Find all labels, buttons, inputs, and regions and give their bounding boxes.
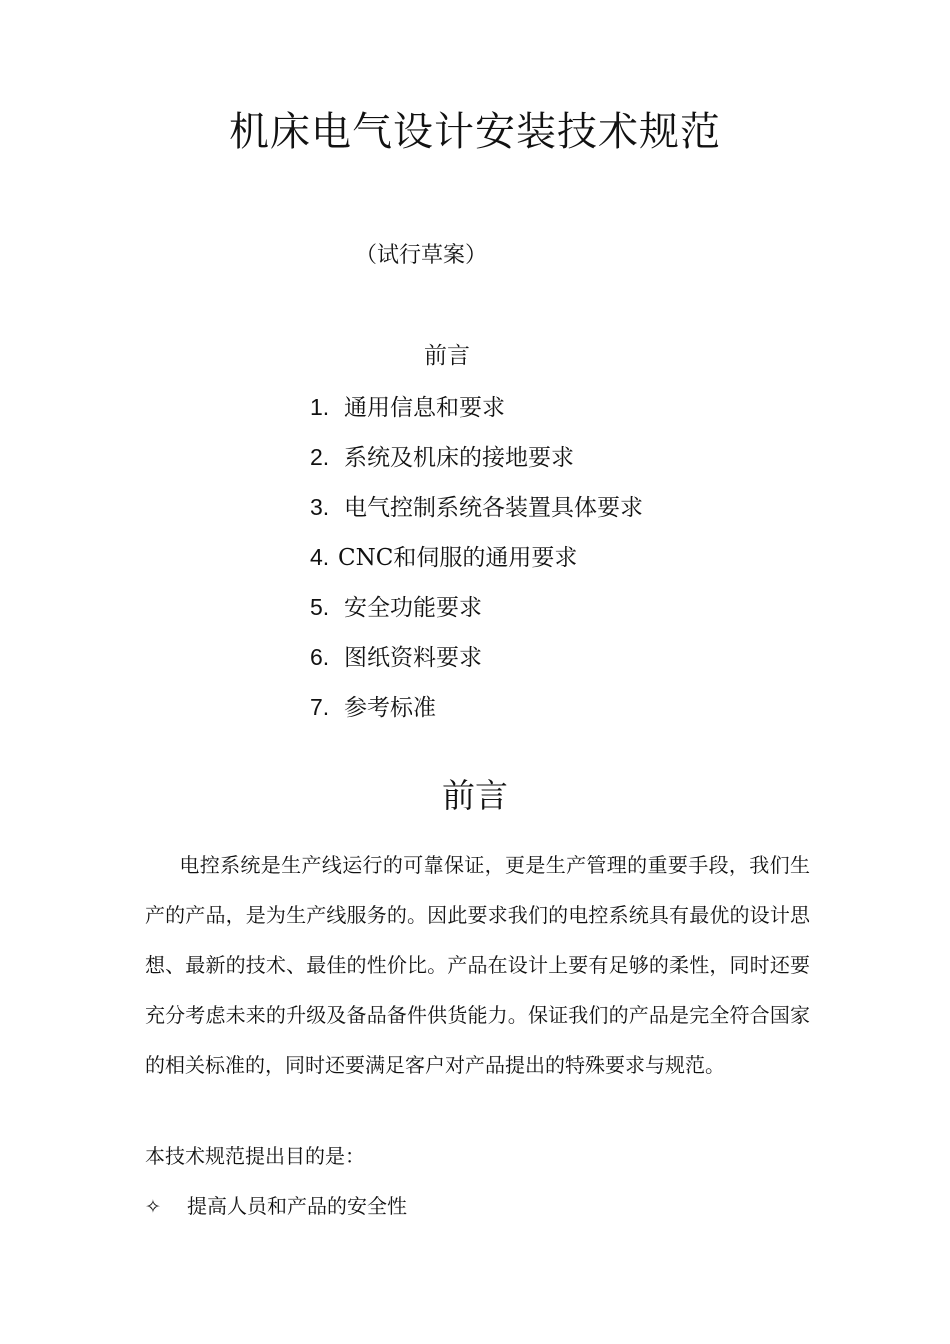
- document-title: 机床电气设计安装技术规范: [229, 109, 721, 155]
- toc-item[interactable]: [310, 440, 643, 490]
- purpose-bullet: [145, 1190, 407, 1223]
- toc-item[interactable]: [310, 640, 643, 690]
- document-subtitle: （试行草案）: [355, 243, 488, 268]
- purpose-intro: 本技术规范提出目的是：: [145, 1144, 365, 1168]
- toc-item-label: 安全功能要求: [344, 595, 482, 621]
- diamond-bullet-icon: ✧: [145, 1196, 161, 1218]
- toc-item[interactable]: [310, 590, 643, 640]
- toc-item-label: 通用信息和要求: [344, 395, 505, 421]
- toc-item-number: 4.: [310, 544, 330, 570]
- toc-item[interactable]: [310, 390, 643, 440]
- toc-item-number: 7.: [310, 694, 330, 720]
- toc-item-number: 2.: [310, 444, 330, 470]
- preface-heading: 前言: [442, 776, 508, 815]
- toc-item[interactable]: [310, 490, 643, 540]
- toc-item-number: 1.: [310, 394, 330, 420]
- toc-item[interactable]: [310, 690, 643, 740]
- toc-item-number: 5.: [310, 594, 330, 620]
- toc-item-label: 参考标准: [344, 695, 436, 721]
- toc-item-label: CNC和伺服的通用要求: [338, 545, 578, 571]
- table-of-contents: [310, 390, 643, 740]
- preface-paragraph: [145, 840, 810, 1090]
- toc-heading: 前言: [424, 343, 470, 369]
- toc-item-number: 6.: [310, 644, 330, 670]
- preface-paragraph-text: 电控系统是生产线运行的可靠保证，更是生产管理的重要手段，我们生产的产品，是为生产线服务的。因此要求我们的电控系统具有最优的设计思想、最新的技术、最佳的性价比。产品在设计上要有足够的柔性，同时还要充分考虑未来的升级及备品备件供货能力。保证我们的产品是完全符合国家的相关标准的，同时还要满足客户对产品提出的特殊要求与规范。: [145, 853, 810, 1077]
- toc-item-label: 电气控制系统各装置具体要求: [344, 495, 643, 521]
- toc-item-number: 3.: [310, 494, 330, 520]
- toc-item[interactable]: [310, 540, 643, 590]
- toc-item-label: 图纸资料要求: [344, 645, 482, 671]
- purpose-bullet-text: 提高人员和产品的安全性: [187, 1194, 407, 1218]
- toc-item-label: 系统及机床的接地要求: [344, 445, 574, 471]
